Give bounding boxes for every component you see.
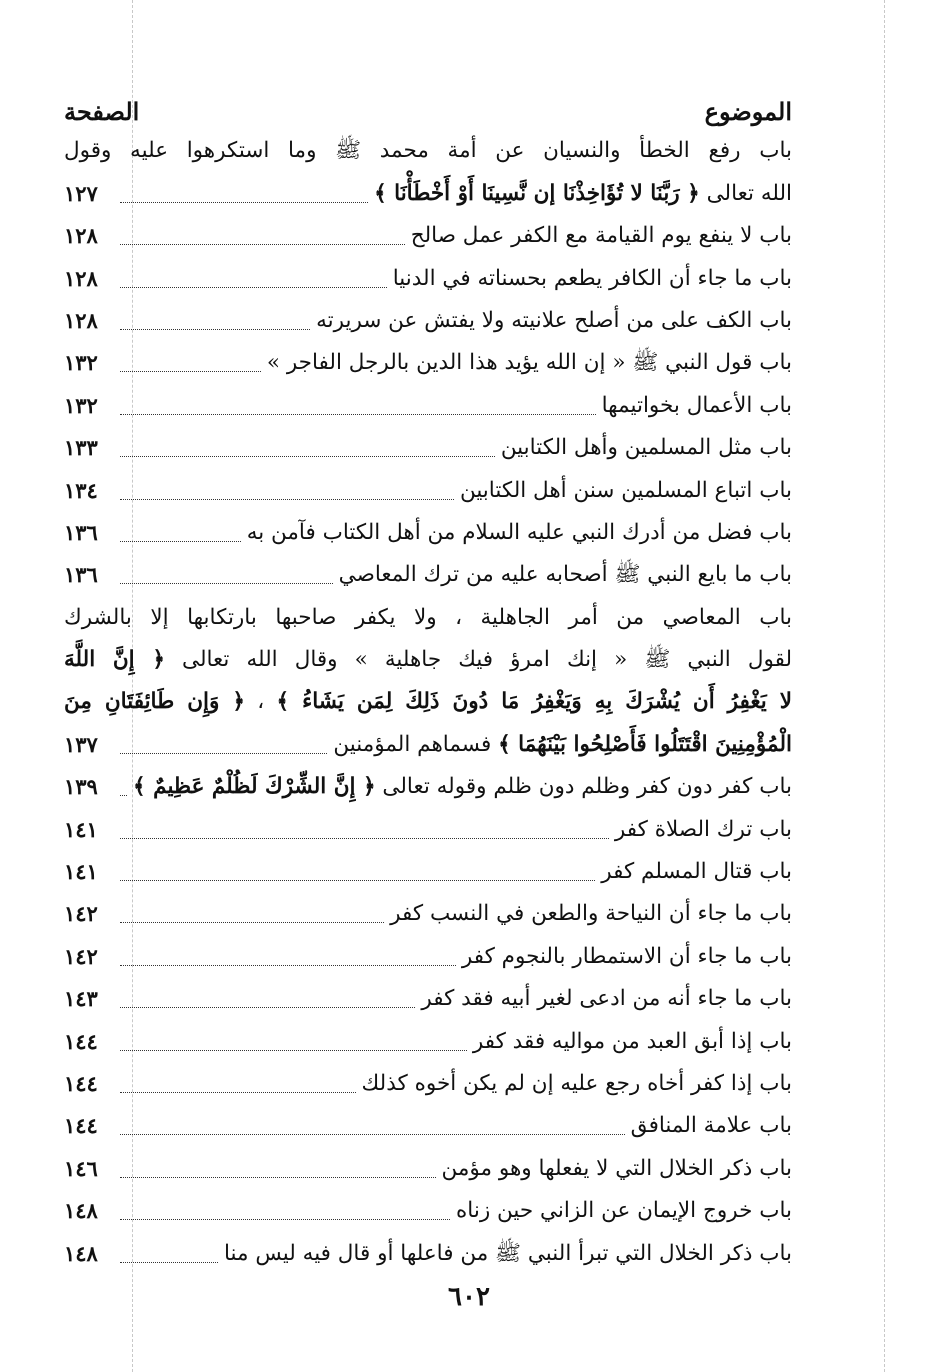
toc-entry-title bbox=[421, 978, 792, 1020]
dot-leader bbox=[120, 1133, 625, 1135]
toc-entry-title bbox=[64, 130, 792, 172]
toc-entry bbox=[64, 851, 792, 893]
dot-leader bbox=[120, 1049, 467, 1051]
toc-entry-page: ١٤١ bbox=[64, 816, 98, 842]
toc-entry bbox=[64, 1232, 792, 1274]
entry-text: باب خروج الإيمان عن الزاني حين زناه bbox=[456, 1198, 792, 1224]
subject-column-heading: الموضوع bbox=[704, 97, 792, 126]
toc-entry bbox=[64, 342, 792, 384]
page-column-heading: الصفحة bbox=[64, 97, 140, 126]
entry-text: باب ما جاء أنه من ادعى لغير أبيه فقد كفر bbox=[421, 986, 792, 1012]
toc-entry-title bbox=[615, 809, 792, 851]
entry-text: باب ذكر الخلال التي تبرأ النبي ﷺ من فاعلها أو قال فيه ليس منا bbox=[224, 1240, 792, 1266]
toc-entry-page: ١٤٤ bbox=[64, 1113, 98, 1139]
entry-text: لقول النبي ﷺ « إنك امرؤ فيك جاهلية » وقال الله تعالى bbox=[164, 647, 792, 673]
dot-leader bbox=[120, 879, 595, 881]
toc-entry-title bbox=[473, 1021, 792, 1063]
entry-text: باب اتباع المسلمين سنن أهل الكتابين bbox=[459, 477, 792, 503]
page-number: ٦٠٢ bbox=[448, 1282, 490, 1312]
dot-leader bbox=[120, 328, 310, 330]
toc-entry-title bbox=[462, 936, 792, 978]
toc-entry-title bbox=[602, 385, 792, 427]
dot-leader bbox=[120, 921, 384, 923]
toc-header bbox=[64, 82, 792, 126]
entry-text: باب فضل من أدرك النبي عليه السلام من أهل الكتاب فآمن به bbox=[246, 519, 792, 545]
dot-leader bbox=[120, 1091, 356, 1093]
dot-leader bbox=[120, 964, 456, 966]
toc-entry-page: ١٤١ bbox=[64, 859, 98, 885]
entry-text: باب الكف على من أصلح علانيته ولا يفتش عن سريرته bbox=[316, 307, 792, 333]
toc-entry-page: ١٣٧ bbox=[64, 731, 98, 757]
toc-entry bbox=[64, 469, 792, 511]
toc-entry-page: ١٤٨ bbox=[64, 1198, 98, 1224]
toc-entry bbox=[64, 1063, 792, 1105]
toc-entry-title bbox=[411, 215, 792, 257]
entry-text: باب ما بايع النبي ﷺ أصحابه عليه من ترك المعاصي bbox=[338, 562, 792, 588]
toc-entry-page: ١٢٨ bbox=[64, 223, 98, 249]
toc-entry bbox=[64, 935, 792, 977]
toc-entry bbox=[64, 1147, 792, 1189]
quran-verse: ﴿ وَإِن طَائِفَتَانِ مِنَ bbox=[64, 689, 245, 715]
toc-entry bbox=[64, 300, 792, 342]
quran-verse: ﴿ إِنَّ اللَّهَ bbox=[64, 647, 165, 673]
toc-entry bbox=[64, 1020, 792, 1062]
toc-entry-page: ١٣٦ bbox=[64, 519, 98, 545]
toc-entry-title bbox=[316, 300, 792, 342]
toc-entry bbox=[64, 130, 792, 172]
toc-entry-title bbox=[390, 893, 792, 935]
toc-entry-title bbox=[601, 851, 792, 893]
quran-verse: ﴿ إِنَّ الشِّرْكَ لَظُلْمٌ عَظِيمٌ ﴾ bbox=[133, 774, 376, 800]
dot-leader bbox=[120, 413, 596, 415]
dot-leader bbox=[120, 1261, 218, 1263]
entry-text: باب ما جاء أن النياحة والطعن في النسب كفر bbox=[390, 901, 792, 927]
toc-entry-title bbox=[442, 1148, 792, 1190]
toc-entry-title bbox=[631, 1105, 792, 1147]
toc-entry-page: ١٢٨ bbox=[64, 307, 98, 333]
entry-text: فسماهم المؤمنين bbox=[333, 731, 499, 757]
dot-leader bbox=[120, 455, 495, 457]
dot-leader bbox=[120, 540, 241, 542]
dot-leader bbox=[120, 498, 454, 500]
quran-verse: الْمُؤْمِنِينَ اقْتَتَلُوا فَأَصْلِحُوا بَيْنَهُمَا ﴾ bbox=[498, 731, 792, 757]
dot-leader bbox=[120, 837, 609, 839]
dot-leader bbox=[120, 1176, 436, 1178]
table-of-contents bbox=[64, 130, 792, 1275]
toc-entry-page: ١٣٩ bbox=[64, 774, 98, 800]
toc-entry-page: ١٤٤ bbox=[64, 1070, 98, 1096]
toc-entry-title bbox=[267, 342, 792, 384]
toc-entry-page: ١٢٨ bbox=[64, 265, 98, 291]
toc-entry-title bbox=[460, 470, 792, 512]
toc-entry-title bbox=[362, 1063, 792, 1105]
entry-text: الله تعالى bbox=[699, 180, 792, 206]
toc-entry bbox=[64, 596, 792, 638]
dot-leader bbox=[120, 243, 405, 245]
toc-entry-title bbox=[247, 512, 792, 554]
toc-entry-title bbox=[339, 554, 792, 596]
toc-entry-title bbox=[64, 639, 792, 681]
toc-entry bbox=[64, 766, 792, 808]
toc-entry bbox=[64, 723, 792, 765]
entry-text: باب رفع الخطأ والنسيان عن أمة محمد ﷺ وما استكرهوا عليه وقول bbox=[64, 138, 792, 164]
toc-entry-page: ١٤٨ bbox=[64, 1240, 98, 1266]
entry-text: باب ذكر الخلال التي لا يفعلها وهو مؤمن bbox=[441, 1155, 792, 1181]
quran-verse: ﴿ رَبَّنَا لا تُؤَاخِذْنَا إن نَّسِينَا أَوْ أَخْطَأْنَا ﴾ bbox=[374, 180, 700, 206]
toc-entry-page: ١٤٣ bbox=[64, 986, 98, 1012]
toc-entry bbox=[64, 978, 792, 1020]
toc-entry-page: ١٣٤ bbox=[64, 477, 98, 503]
dot-leader bbox=[120, 286, 387, 288]
dot-leader bbox=[120, 752, 327, 754]
entry-text: باب إذا كفر أخاه رجع عليه إن لم يكن أخوه كذلك bbox=[361, 1070, 792, 1096]
toc-entry bbox=[64, 554, 792, 596]
toc-entry-title bbox=[456, 1190, 792, 1232]
toc-entry-page: ١٤٦ bbox=[64, 1155, 98, 1181]
dot-leader bbox=[120, 582, 333, 584]
quran-verse: لا يَغْفِرُ أَن يُشْرَكَ بِهِ وَيَغْفِرُ مَا دُونَ ذَلِكَ لِمَن يَشَاءُ ﴾ bbox=[276, 689, 792, 715]
entry-text: باب علامة المنافق bbox=[630, 1113, 792, 1139]
toc-entry-page: ١٣٢ bbox=[64, 350, 98, 376]
entry-text: باب الأعمال بخواتيمها bbox=[601, 392, 792, 418]
entry-text: باب مثل المسلمين وأهل الكتابين bbox=[500, 435, 792, 461]
toc-entry bbox=[64, 257, 792, 299]
dot-leader bbox=[120, 1006, 415, 1008]
toc-entry bbox=[64, 512, 792, 554]
entry-text: باب قول النبي ﷺ « إن الله يؤيد هذا الدين بالرجل الفاجر » bbox=[266, 350, 792, 376]
entry-text: ، bbox=[244, 689, 277, 715]
toc-entry bbox=[64, 172, 792, 214]
toc-entry bbox=[64, 639, 792, 681]
scan-artifact-line bbox=[884, 0, 885, 1372]
toc-entry bbox=[64, 1105, 792, 1147]
toc-entry-page: ١٢٧ bbox=[64, 180, 98, 206]
toc-entry bbox=[64, 808, 792, 850]
toc-entry-title bbox=[133, 766, 792, 808]
dot-leader bbox=[120, 794, 127, 796]
toc-entry-page: ١٤٢ bbox=[64, 901, 98, 927]
toc-entry-page: ١٤٤ bbox=[64, 1028, 98, 1054]
toc-entry-title bbox=[501, 427, 792, 469]
toc-entry bbox=[64, 893, 792, 935]
toc-entry-page: ١٣٣ bbox=[64, 435, 98, 461]
entry-text: باب ما جاء أن الاستمطار بالنجوم كفر bbox=[461, 943, 792, 969]
toc-entry-title bbox=[333, 724, 792, 766]
toc-entry-title bbox=[64, 681, 792, 723]
toc-entry bbox=[64, 384, 792, 426]
entry-text: باب لا ينفع يوم القيامة مع الكفر عمل صالح bbox=[410, 223, 792, 249]
toc-entry-title bbox=[393, 258, 792, 300]
entry-text: باب ما جاء أن الكافر يطعم بحسناته في الدنيا bbox=[392, 265, 792, 291]
entry-text: باب كفر دون كفر وظلم دون ظلم وقوله تعالى bbox=[375, 774, 792, 800]
toc-entry-page: ١٣٢ bbox=[64, 392, 98, 418]
entry-text: باب المعاصي من أمر الجاهلية ، ولا يكفر صاحبها بارتكابها إلا بالشرك bbox=[64, 604, 792, 630]
dot-leader bbox=[120, 370, 261, 372]
entry-text: باب قتال المسلم كفر bbox=[601, 859, 792, 885]
toc-entry bbox=[64, 215, 792, 257]
toc-entry-page: ١٤٢ bbox=[64, 943, 98, 969]
toc-entry-page: ١٣٦ bbox=[64, 562, 98, 588]
dot-leader bbox=[120, 201, 368, 203]
toc-entry bbox=[64, 681, 792, 723]
toc-entry-title bbox=[224, 1233, 792, 1275]
toc-entry-title bbox=[374, 173, 792, 215]
toc-entry-title bbox=[64, 597, 792, 639]
toc-entry bbox=[64, 1190, 792, 1232]
dot-leader bbox=[120, 1218, 450, 1220]
entry-text: باب إذا أبق العبد من مواليه فقد كفر bbox=[472, 1028, 792, 1054]
toc-entry bbox=[64, 427, 792, 469]
entry-text: باب ترك الصلاة كفر bbox=[614, 816, 792, 842]
